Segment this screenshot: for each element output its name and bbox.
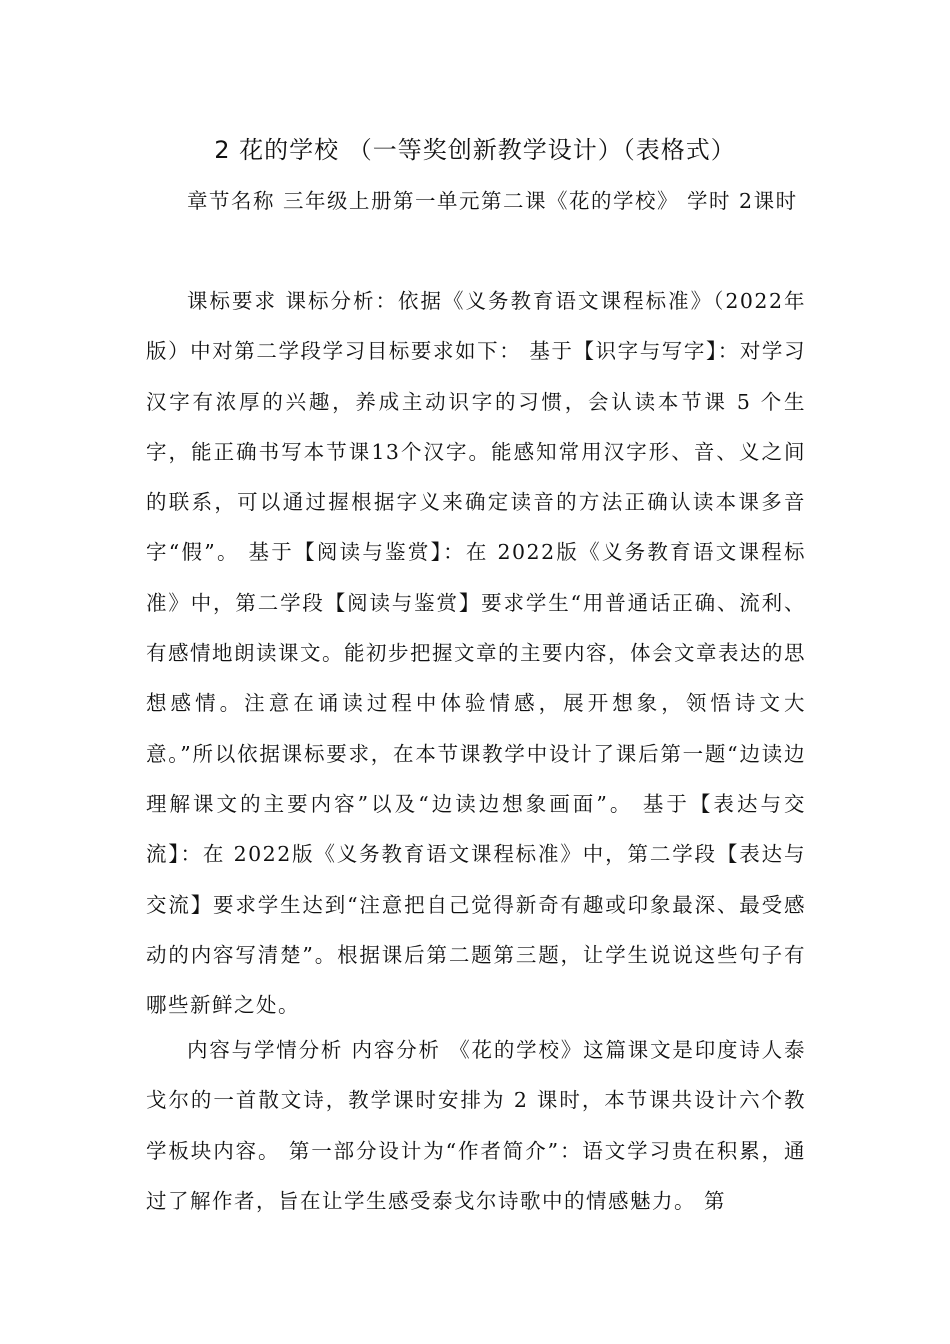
paragraph-curriculum-requirements: 课标要求 课标分析：依据《义务教育语文课程标准》（2022年版）中对第二学段学习目标要求如下： 基于【识字与写字】：对学习汉字有浓厚的兴趣，养成主动识字的习惯，会认读本节课 5 个生字，能正确书写本节课13个汉字。能感知常用汉字形、音、义之间的联系，可以通过握根据字义来确定读音的方法正确认读本课多音字“假”。 基于【阅读与鉴赏】：在 2022版《义务教育语文课程标准》中，第二学段【阅读与鉴赏】要求学生“用普通话正确、流利、有感情地朗读课文。能初步把握文章的主要内容，体会文章表达的思想感情。注意在诵读过程中体验情感，展开想象，领悟诗文大意。”所以依据课标要求，在本节课教学中设计了课后第一题“边读边理解课文的主要内容”以及“边读边想象画面”。 基于【表达与交流】：在 2022版《义务教育语文课程标准》中，第二学段【表达与交流】要求学生达到“注意把自己觉得新奇有趣或印象最深、最受感动的内容写清楚”。根据课后第二题第三题，让学生说说这些句子有哪些新鲜之处。 [146,289,806,1018]
paragraph-content-analysis: 内容与学情分析 内容分析 《花的学校》这篇课文是印度诗人泰戈尔的一首散文诗，教学课时安排为 2 课时，本节课共设计六个教学板块内容。 第一部分设计为“作者简介”：语文学习贵在积累，通过了解作者，旨在让学生感受泰戈尔诗歌中的情感魅力。 第 [146,1038,806,1213]
document-title: 2 花的学校 （一等奖创新教学设计）（表格式） [214,136,736,164]
paragraph-chapter-info: 章节名称 三年级上册第一单元第二课《花的学校》 学时 2课时 [187,189,798,213]
